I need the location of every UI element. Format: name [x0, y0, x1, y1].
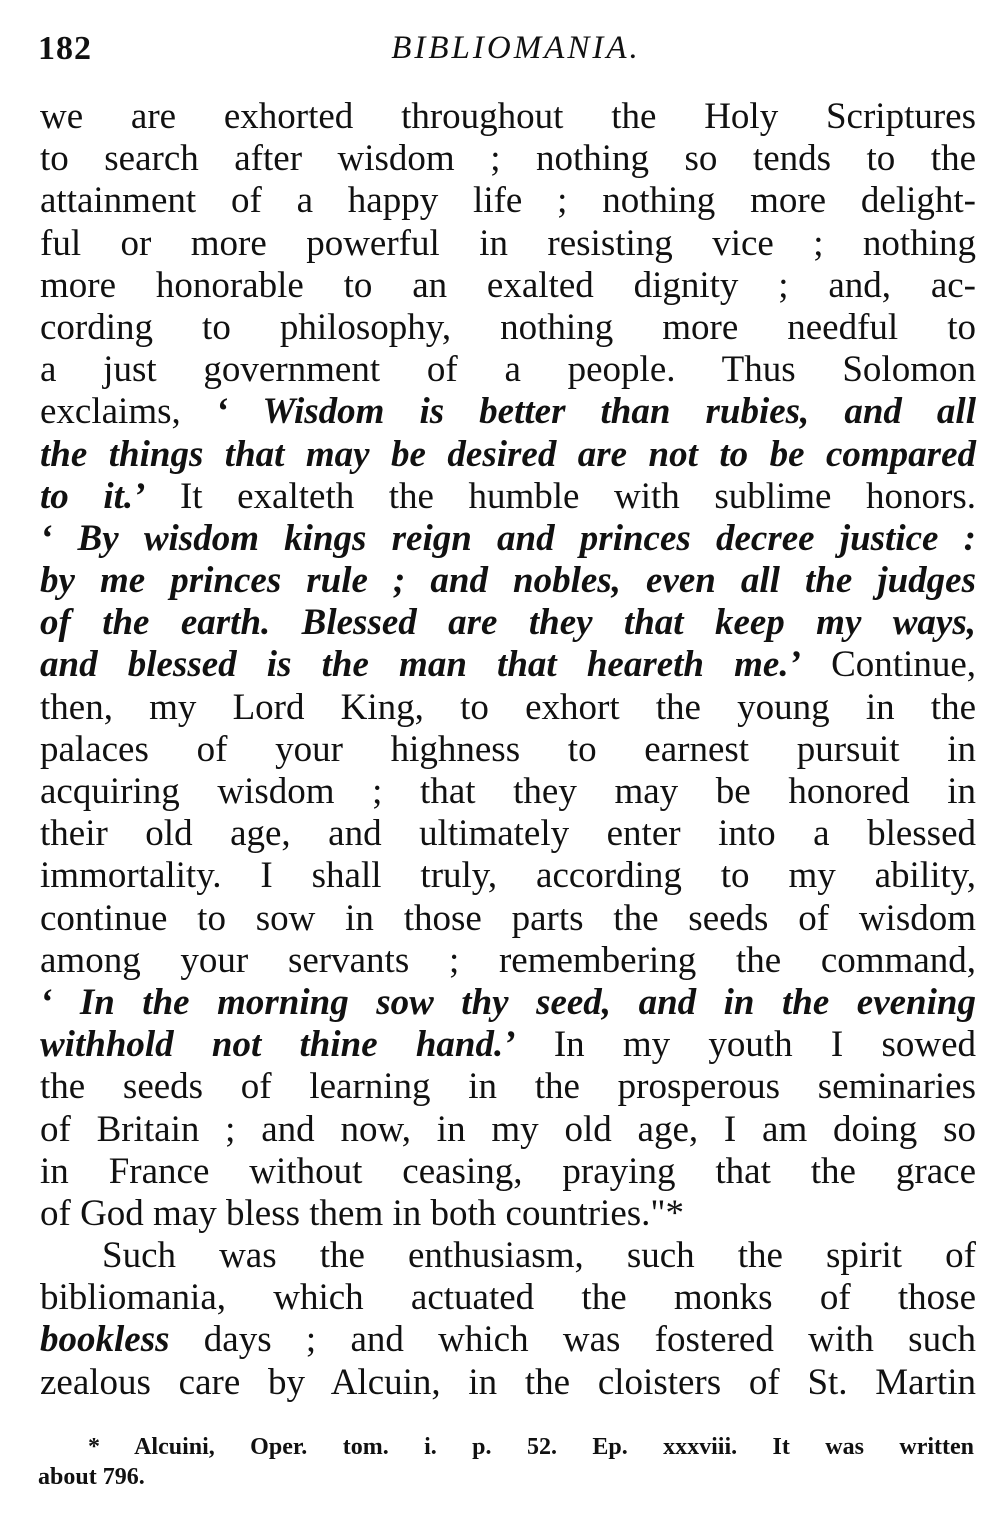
text-line: the seeds of learning in the prosperous seminaries: [40, 1066, 976, 1108]
text-line: more honorable to an exalted dignity ; and, ac-: [40, 264, 976, 306]
text-run: exclaims,: [40, 391, 216, 433]
footnote-line: * Alcuini, Oper. tom. i. p. 52. Ep. xxxviii. It was written: [88, 1434, 974, 1460]
text-line: [40, 391, 976, 433]
text-line: cording to philosophy, nothing more needful to: [40, 306, 976, 348]
footnote-line: about 796.: [38, 1464, 145, 1490]
text-run: It exalteth the humble with sublime honors.: [145, 475, 976, 517]
text-line: zealous care by Alcuin, in the cloisters of St. Martin: [40, 1361, 976, 1403]
text-line: among your servants ; remembering the command,: [40, 939, 976, 981]
text-run: In my youth I sowed: [515, 1024, 976, 1066]
quote-italic: ‘ Wisdom is better than rubies, and all: [215, 391, 976, 433]
text-line: of Britain ; and now, in my old age, I am doing so: [40, 1108, 976, 1150]
text-line: to search after wisdom ; nothing so tends to the: [40, 138, 976, 180]
text-line: of God may bless them in both countries."*: [40, 1192, 685, 1234]
text-line: we are exhorted throughout the Holy Scriptures: [40, 96, 976, 137]
running-title: BIBLIOMANIA.: [391, 30, 641, 66]
text-line: attainment of a happy life ; nothing more delight-: [40, 180, 976, 222]
text-line: a just government of a people. Thus Solomon: [40, 349, 976, 391]
body-text: [40, 96, 976, 1404]
quote-italic: to it.’: [40, 475, 146, 517]
quote-line: the things that may be desired are not to be compared: [40, 433, 976, 475]
quote-line: of the earth. Blessed are they that keep my ways,: [40, 602, 976, 644]
quote-line: ‘ In the morning sow thy seed, and in the evening: [40, 981, 976, 1023]
text-line: [40, 1024, 976, 1066]
text-line: [40, 476, 976, 518]
quote-italic: and blessed is the man that heareth me.’: [40, 644, 801, 686]
page-number: 182: [38, 30, 92, 67]
text-line: palaces of your highness to earnest pursuit in: [40, 728, 976, 770]
text-line: bibliomania, which actuated the monks of those: [40, 1277, 976, 1319]
quote-italic: withhold not thine hand.’: [40, 1024, 516, 1066]
emphasis-italic: bookless: [40, 1319, 170, 1361]
text-run: Continue,: [800, 644, 976, 686]
quote-line: by me princes rule ; and nobles, even all the judges: [40, 560, 976, 602]
page-header: [38, 30, 974, 74]
text-line: in France without ceasing, praying that the grace: [40, 1150, 976, 1192]
text-line: their old age, and ultimately enter into a blessed: [40, 813, 976, 855]
text-line: acquiring wisdom ; that they may be honored in: [40, 771, 976, 812]
text-line: then, my Lord King, to exhort the young in the: [40, 686, 976, 728]
text-line: [40, 1319, 976, 1361]
text-line: immortality. I shall truly, according to my ability,: [40, 855, 976, 897]
text-line: ful or more powerful in resisting vice ; nothing: [40, 222, 976, 264]
text-line: [40, 644, 976, 686]
paragraph-start-line: Such was the enthusiasm, such the spirit of: [102, 1235, 976, 1277]
footnote: [38, 1432, 974, 1492]
text-run: days ; and which was fostered with such: [169, 1319, 976, 1361]
quote-line: ‘ By wisdom kings reign and princes decree justice :: [40, 517, 976, 559]
text-line: continue to sow in those parts the seeds of wisdom: [40, 897, 976, 939]
